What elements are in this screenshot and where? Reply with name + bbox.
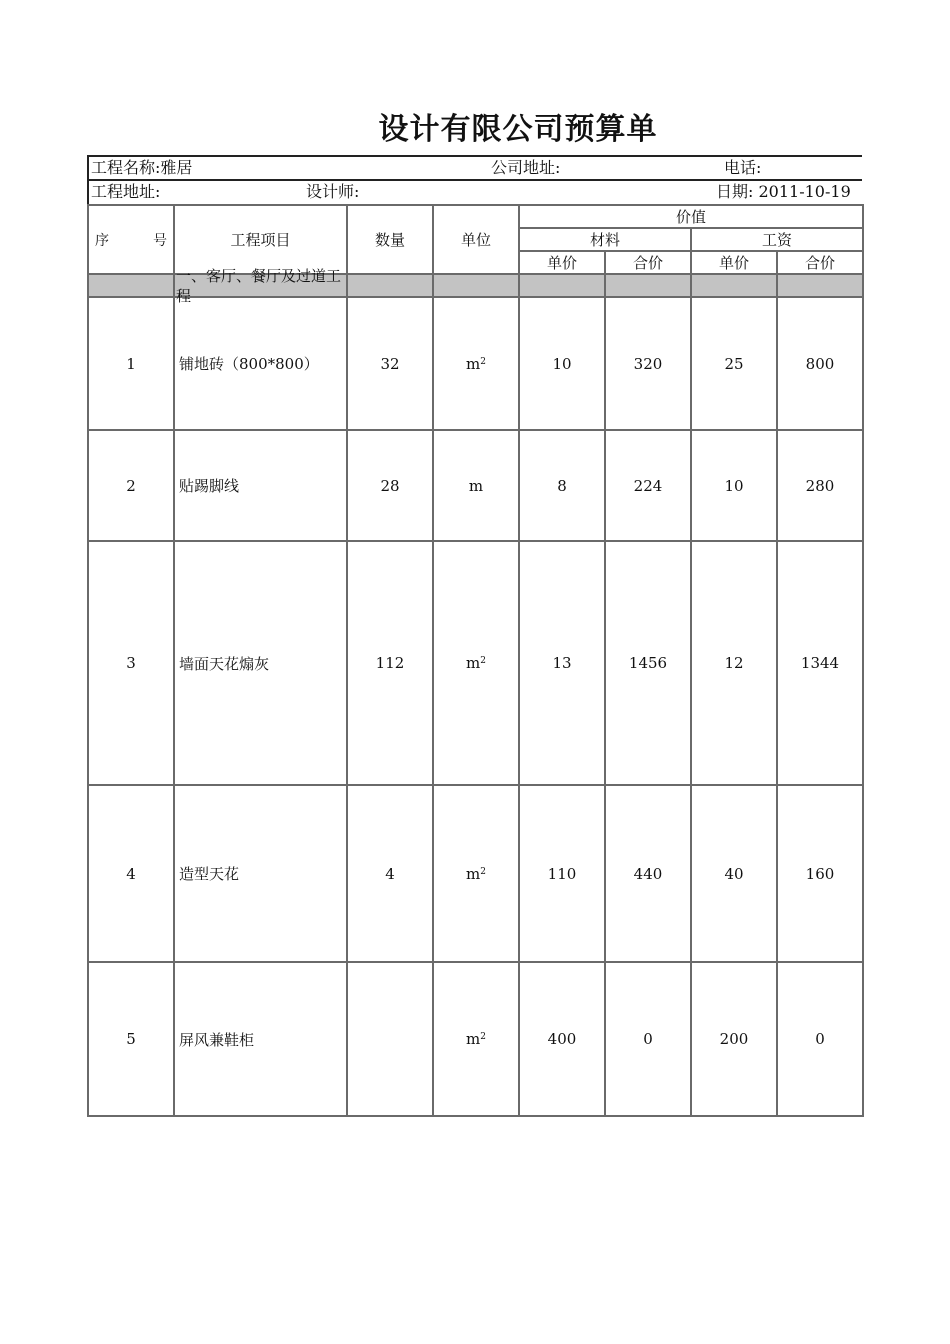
row-material-price: 110 xyxy=(519,785,605,962)
date-value: 2011-10-19 xyxy=(758,182,851,201)
row-item: 铺地砖（800*800） xyxy=(174,297,347,430)
row-number: 5 xyxy=(88,962,174,1116)
row-unit xyxy=(433,962,519,1116)
row-qty: 32 xyxy=(347,297,433,430)
project-name-label: 工程名称: xyxy=(91,158,161,177)
section-label: 一、客厅、餐厅及过道工程 xyxy=(176,267,342,305)
unit-text: m xyxy=(466,354,481,373)
table-row xyxy=(88,962,863,1116)
row-material-total: 1456 xyxy=(605,541,691,785)
material-header: 材料 xyxy=(519,228,691,251)
row-labor-total: 800 xyxy=(777,297,863,430)
table-row xyxy=(88,430,863,541)
row-material-total: 440 xyxy=(605,785,691,962)
row-number: 4 xyxy=(88,785,174,962)
row-qty: 28 xyxy=(347,430,433,541)
row-item: 贴踢脚线 xyxy=(174,430,347,541)
row-material-total: 320 xyxy=(605,297,691,430)
unit-sup: 2 xyxy=(480,866,486,877)
qty-header: 数量 xyxy=(347,205,433,274)
project-name-value: 雅居 xyxy=(160,158,193,177)
row-material-total: 0 xyxy=(605,962,691,1116)
unit-sup: 2 xyxy=(480,1032,486,1042)
row-qty: 4 xyxy=(347,785,433,962)
row-material-price: 10 xyxy=(519,297,605,430)
row-item: 造型天花 xyxy=(174,785,347,962)
row-unit xyxy=(433,297,519,430)
row-item: 墙面天花煽灰 xyxy=(174,541,347,785)
row-material-price: 400 xyxy=(519,962,605,1116)
designer-label: 设计师: xyxy=(306,182,360,201)
row-number: 3 xyxy=(88,541,174,785)
row-material-price: 13 xyxy=(519,541,605,785)
row-labor-total: 0 xyxy=(777,962,863,1116)
seq-header xyxy=(88,205,174,274)
unit-text: m xyxy=(466,1030,481,1048)
seq-header-a: 序 xyxy=(95,232,109,249)
document-title: 设计有限公司预算单 xyxy=(378,112,658,147)
unit-text: m xyxy=(466,654,481,672)
row-unit xyxy=(433,541,519,785)
row-labor-price: 12 xyxy=(691,541,777,785)
top-rule xyxy=(87,155,862,157)
value-header: 价值 xyxy=(519,205,863,228)
row-labor-price: 40 xyxy=(691,785,777,962)
company-address-label: 公司地址: xyxy=(491,158,561,177)
info-rule-1 xyxy=(87,179,862,181)
labor-unit-price-header: 单价 xyxy=(691,251,777,274)
info-rule-left xyxy=(87,155,89,205)
row-unit xyxy=(433,785,519,962)
row-material-total: 224 xyxy=(605,430,691,541)
row-material-price: 8 xyxy=(519,430,605,541)
row-labor-total: 160 xyxy=(777,785,863,962)
item-header: 工程项目 xyxy=(174,205,347,274)
row-labor-price: 25 xyxy=(691,297,777,430)
labor-header: 工资 xyxy=(691,228,863,251)
table-row xyxy=(88,541,863,785)
row-item: 屏风兼鞋柜 xyxy=(174,962,347,1116)
row-qty: 112 xyxy=(347,541,433,785)
row-number: 1 xyxy=(88,297,174,430)
row-qty xyxy=(347,962,433,1116)
project-name-row xyxy=(91,158,192,178)
budget-table xyxy=(87,204,864,1117)
labor-total-header: 合价 xyxy=(777,251,863,274)
row-number: 2 xyxy=(88,430,174,541)
unit-text: m xyxy=(466,864,481,883)
project-address-label: 工程地址: xyxy=(91,182,161,201)
date-label: 日期: xyxy=(716,182,754,201)
unit-sup: 2 xyxy=(480,356,486,367)
table-row xyxy=(88,297,863,430)
material-unit-price-header: 单价 xyxy=(519,251,605,274)
date-row xyxy=(716,182,851,202)
unit-header: 单位 xyxy=(433,205,519,274)
table-row xyxy=(88,785,863,962)
phone-label: 电话: xyxy=(724,158,762,177)
row-labor-total: 1344 xyxy=(777,541,863,785)
material-total-header: 合价 xyxy=(605,251,691,274)
unit-sup: 2 xyxy=(480,656,486,666)
row-labor-price: 200 xyxy=(691,962,777,1116)
row-labor-price: 10 xyxy=(691,430,777,541)
seq-header-b: 号 xyxy=(153,232,167,249)
row-unit xyxy=(433,430,519,541)
row-labor-total: 280 xyxy=(777,430,863,541)
unit-text: m xyxy=(468,476,484,495)
